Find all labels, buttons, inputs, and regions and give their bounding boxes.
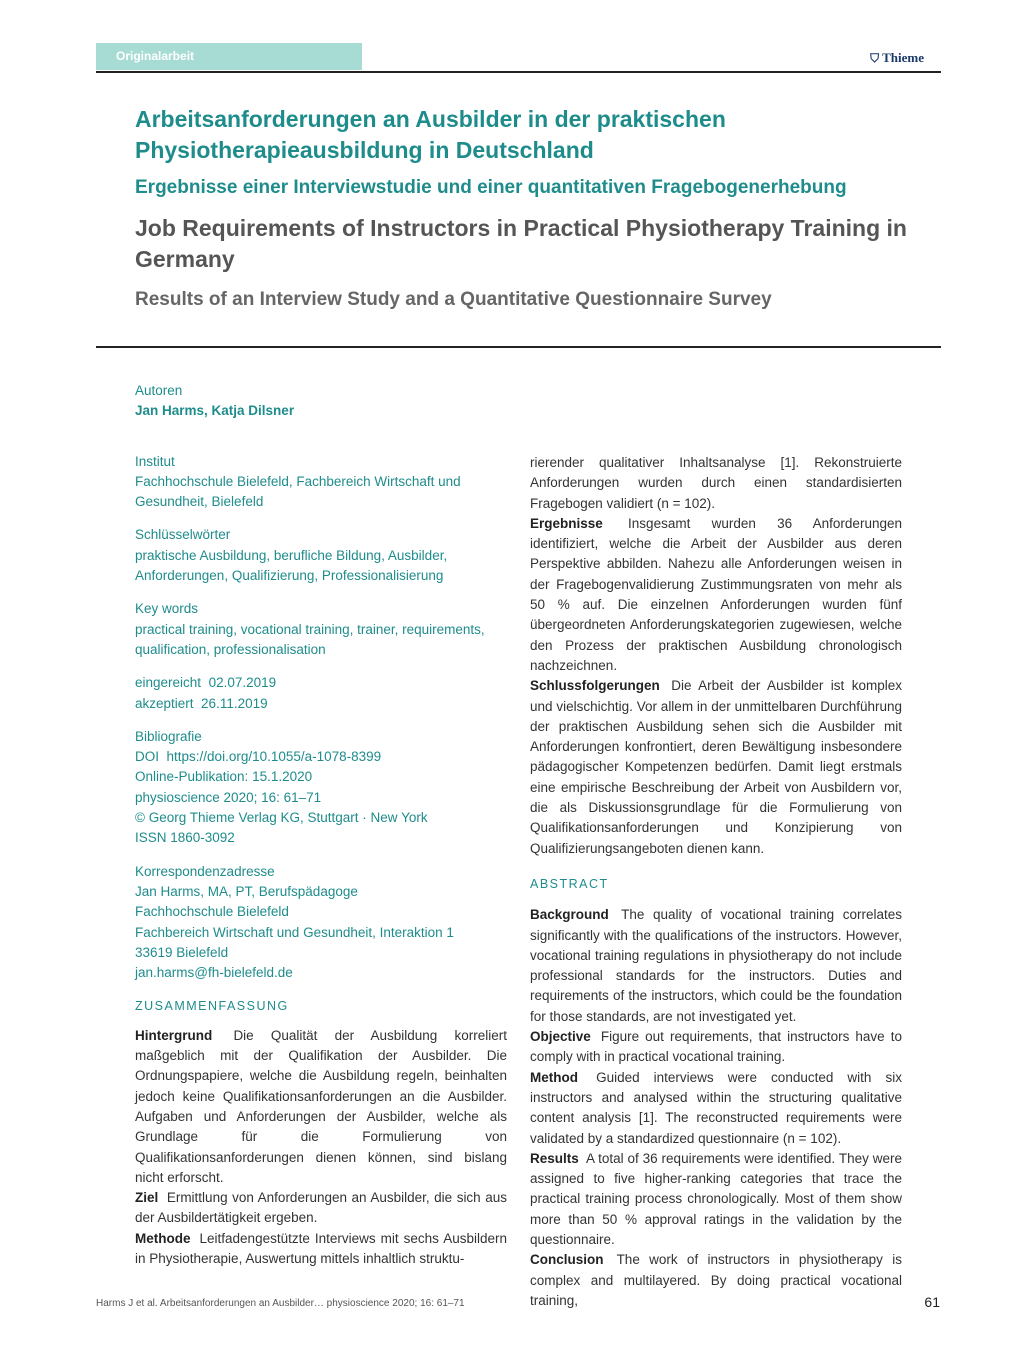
conclusion-text: The work of instructors in physiotherapy is complex and multilayered. By doing practical vocational training, — [530, 1252, 902, 1308]
online-publication: Online-Publikation: 15.1.2020 — [135, 769, 313, 785]
institute-block — [135, 452, 507, 513]
footer-citation: Harms J et al. Arbeitsanforderungen an Ausbilder… physioscience 2020; 16: 61–71 — [96, 1298, 465, 1309]
hintergrund-text: Die Qualität der Ausbildung korreliert maßgeblich mit der Qualifikation der Ausbilder. Die Ordnungspapiere, welche die Ausbildung regeln, beinhalten jedoch keine Qualifikationsanforderungen an die Ausbilder. Aufgaben und Anforderungen der Ausbilder, welche als Grundlage für die Formulierung von Qualifikationsanforderungen dienen können, sind bislang nicht erforscht. — [135, 1027, 507, 1185]
dates-block — [135, 673, 507, 714]
objective-label: Objective — [530, 1029, 591, 1045]
accepted-date — [135, 694, 507, 714]
ergebnisse-text: Insgesamt wurden 36 Anforderungen identifiziert, welche die Arbeit der Ausbilder aus deren Perspektive abbilden. Nahezu alle Anforderungen weisen in der Fragebogenvalidierung Zustimmungsraten von mehr als 50 % auf. Die einzelnen Anforderungen wurden fünf übergeordneten Anforderungskategorien zugewiesen, welche den Prozess der praktischen Ausbildung chronologisch nachzeichnen. — [530, 515, 902, 673]
doi-line — [135, 747, 507, 767]
correspondence-line: Fachbereich Wirtschaft und Gesundheit, Interaktion 1 — [135, 924, 454, 940]
publisher-logo — [870, 50, 924, 66]
header-rule — [96, 71, 941, 73]
bibliography-label: Bibliografie — [135, 728, 202, 744]
journal-citation: physioscience 2020; 16: 61–71 — [135, 789, 322, 805]
keywords-de-label: Schlüsselwörter — [135, 527, 231, 543]
keywords-en-label: Key words — [135, 601, 199, 617]
conclusion-paragraph — [530, 1250, 902, 1311]
institute-label: Institut — [135, 453, 175, 469]
ergebnisse-label: Ergebnisse — [530, 515, 603, 531]
thieme-shield-icon: ⛉ — [870, 51, 880, 65]
background-paragraph — [530, 905, 902, 1027]
ziel-text: Ermittlung von Anforderungen an Ausbilder, die sich aus der Ausbildertätigkeit ergeben. — [135, 1190, 507, 1226]
method-text: Guided interviews were conducted with six instructors and analysed within the structuring qualitative content analysis [1]. The reconstructed requirements were validated by a standardized questionnaire (n = 102). — [530, 1069, 902, 1146]
correspondence-line: Fachhochschule Bielefeld — [135, 904, 289, 920]
methode-label: Methode — [135, 1230, 191, 1246]
subtitle-english: Results of an Interview Study and a Quantitative Questionnaire Survey — [135, 289, 772, 310]
authors-block — [135, 381, 507, 422]
publisher-name: Thieme — [882, 50, 924, 65]
submitted-date — [135, 673, 507, 693]
accepted-value: 26.11.2019 — [201, 695, 268, 711]
correspondence-label: Korrespondenzadresse — [135, 863, 275, 879]
copyright: © Georg Thieme Verlag KG, Stuttgart · New York — [135, 810, 428, 826]
schluss-paragraph — [530, 676, 902, 859]
zusammenfassung-heading: ZUSAMMENFASSUNG — [135, 999, 289, 1014]
hintergrund-label: Hintergrund — [135, 1027, 213, 1043]
schluss-label: Schlussfolgerungen — [530, 678, 660, 694]
title-english: Job Requirements of Instructors in Practical Physiotherapy Training in Germany — [135, 215, 907, 272]
abstract-heading: ABSTRACT — [530, 876, 609, 891]
right-column — [530, 453, 902, 1311]
institute-text: Fachhochschule Bielefeld, Fachbereich Wirtschaft und Gesundheit, Bielefeld — [135, 473, 461, 510]
method-label: Method — [530, 1069, 578, 1085]
subtitle-german: Ergebnisse einer Interviewstudie und einer quantitativen Fragebogenerhebung — [135, 177, 847, 198]
objective-text: Figure out requirements, that instructors have to comply with in practical vocational training. — [530, 1029, 902, 1065]
background-label: Background — [530, 907, 609, 923]
section-label: Originalarbeit — [96, 43, 362, 70]
results-paragraph — [530, 1149, 902, 1250]
submitted-value: 02.07.2019 — [208, 675, 277, 691]
keywords-en-text: practical training, vocational training, trainer, requirements, qualification, professionalisation — [135, 621, 485, 657]
keywords-de-text: praktische Ausbildung, berufliche Bildung, Ausbilder, Anforderungen, Qualifizierung, Professionalisierung — [135, 547, 448, 584]
title-rule — [96, 346, 941, 348]
ergebnisse-paragraph — [530, 514, 902, 676]
ziel-paragraph — [135, 1188, 507, 1229]
submitted-label: eingereicht — [135, 675, 202, 691]
correspondence-line: Jan Harms, MA, PT, Berufspädagoge — [135, 883, 358, 899]
authors-names: Jan Harms, Katja Dilsner — [135, 403, 295, 419]
keywords-de-block — [135, 525, 507, 586]
bibliography-block — [135, 727, 507, 849]
results-label: Results — [530, 1150, 579, 1166]
left-column — [135, 381, 507, 1269]
authors-label: Autoren — [135, 383, 183, 398]
objective-paragraph — [530, 1027, 902, 1068]
title-german: Arbeitsanforderungen an Ausbilder in der praktischen Physiotherapieausbildung in Deutschland — [135, 106, 726, 163]
methode-continued: rierender qualitativer Inhaltsanalyse [1]. Rekonstruierte Anforderungen wurden durch einen standardisierten Fragebogen validiert (n = 102). — [530, 455, 902, 511]
page-number: 61 — [924, 1294, 940, 1310]
correspondence-line: 33619 Bielefeld — [135, 944, 229, 960]
keywords-en-block — [135, 599, 507, 660]
issn: ISSN 1860-3092 — [135, 830, 235, 846]
correspondence-email[interactable]: jan.harms@fh-bielefeld.de — [135, 965, 293, 981]
hintergrund-paragraph — [135, 1026, 507, 1188]
conclusion-label: Conclusion — [530, 1252, 604, 1268]
correspondence-block — [135, 862, 507, 984]
method-paragraph — [530, 1068, 902, 1149]
accepted-label: akzeptiert — [135, 695, 194, 711]
doi-label: DOI — [135, 749, 160, 765]
background-text: The quality of vocational training correlates significantly with the qualifications of the instructors. However, vocational training regulations in physiotherapy do not include professional standards for the instructors. Duties and requirements of the instructors, which could be the foundation for those standards, are not investigated yet. — [530, 907, 902, 1024]
doi-link[interactable]: https://doi.org/10.1055/a-1078-8399 — [166, 749, 382, 765]
schluss-text: Die Arbeit der Ausbilder ist komplex und vielschichtig. Vor allem in der unmittelbaren Durchführung der praktischen Ausbildung sehen sich die Ausbilder mit Anforderungen konfrontiert, deren Bewältigung insbesondere pädagogischer Kompetenzen bedürfen. Damit liegt erstmals eine empirische Beschreibung der Arbeit von Ausbildern vor, die als Diskussionsgrundlage für die Formulierung von Qualifikationsanforderungen und Konzipierung von Qualifizierungsangeboten dienen kann. — [530, 678, 902, 856]
methode-paragraph — [135, 1229, 507, 1270]
results-text: A total of 36 requirements were identified. They were assigned to five higher-ranking categories that trace the practical training process chronologically. Most of them show more than 50 % approval ratings in the validation by the questionnaire. — [530, 1150, 902, 1247]
ziel-label: Ziel — [135, 1190, 159, 1206]
methode-text: Leitfadengestützte Interviews mit sechs Ausbildern in Physiotherapie, Auswertung mittels inhaltlich struktu- — [135, 1230, 507, 1266]
